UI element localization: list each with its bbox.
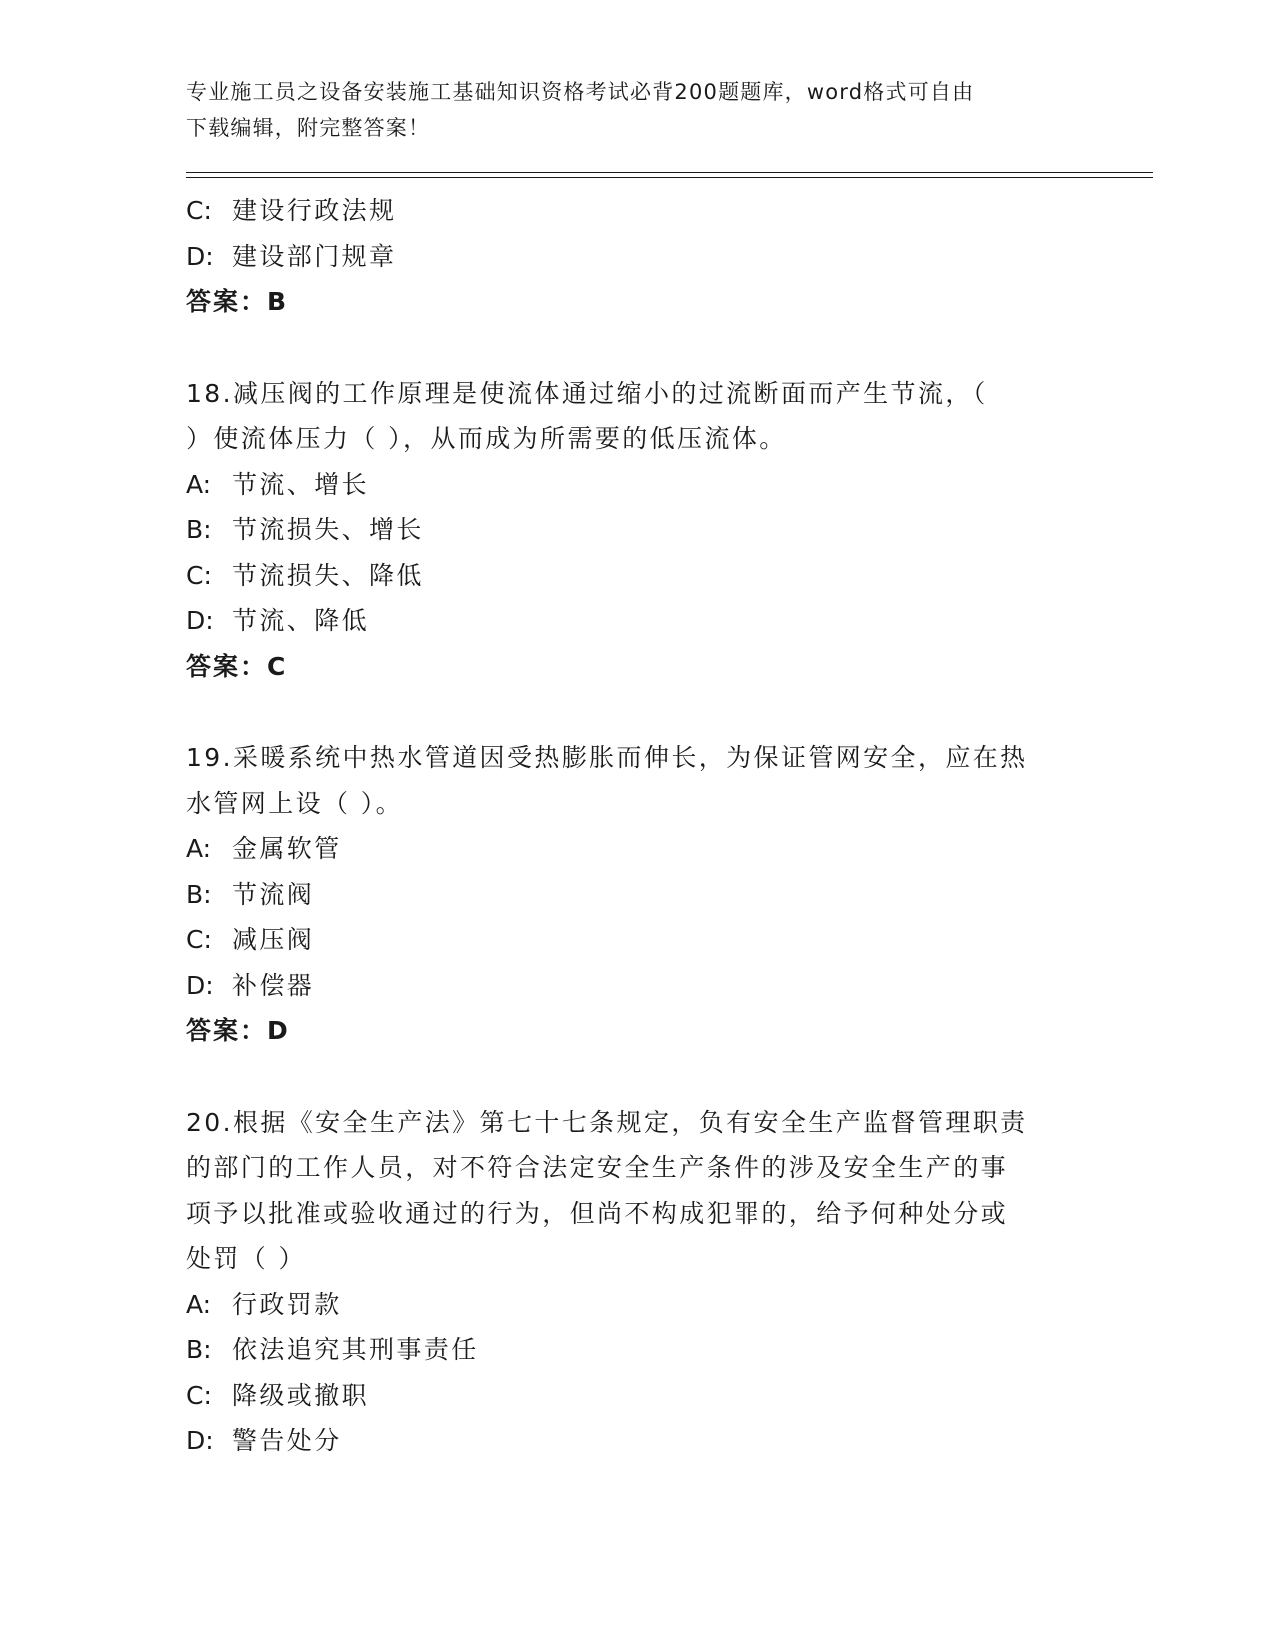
option-letter: B:	[186, 1335, 212, 1364]
option-c	[186, 917, 1086, 963]
option-text: 节流损失、降低	[232, 560, 424, 590]
option-text: 金属软管	[232, 834, 342, 863]
option-c	[186, 1373, 1086, 1419]
option-text: 依法追究其刑事责任	[232, 1335, 479, 1364]
header-divider-top	[186, 172, 1153, 173]
question-stem-line: 18.减压阀的工作原理是使流体通过缩小的过流断面而产生节流，（	[186, 378, 988, 408]
option-text: 节流损失、增长	[232, 515, 424, 544]
option-a	[186, 1282, 1086, 1328]
option-letter: C:	[186, 1380, 212, 1410]
question-stem-line: 处罚（ ）	[186, 1244, 306, 1273]
header-title-line-2: 下载编辑，附完整答案！	[186, 116, 431, 140]
option-text: 建设行政法规	[232, 196, 397, 225]
header-divider-bottom	[186, 177, 1153, 178]
option-letter: D:	[186, 606, 214, 635]
answer-line: 答案：C	[186, 651, 288, 681]
option-text: 减压阀	[232, 925, 315, 954]
option-text: 节流、增长	[232, 469, 370, 499]
option-text: 节流阀	[232, 879, 315, 909]
option-letter: C:	[186, 560, 212, 590]
option-text: 警告处分	[232, 1426, 342, 1455]
option-a	[186, 462, 1086, 508]
option-letter: D:	[186, 241, 214, 271]
option-a	[186, 826, 1086, 872]
spacer	[186, 1054, 1086, 1100]
option-b	[186, 1327, 1086, 1373]
option-text: 降级或撤职	[232, 1380, 370, 1410]
question-list	[186, 188, 1086, 1464]
option-letter: C:	[186, 196, 212, 225]
option-letter: D:	[186, 970, 214, 1000]
option-d	[186, 598, 1086, 644]
option-d	[186, 234, 1086, 280]
answer-line: 答案：D	[186, 1016, 290, 1045]
option-b	[186, 872, 1086, 918]
document-header	[186, 74, 1086, 146]
option-b	[186, 507, 1086, 553]
question-18	[186, 371, 1086, 690]
question-stem-line: 项予以批准或验收通过的行为，但尚不构成犯罪的，给予何种处分或	[186, 1198, 1009, 1228]
option-letter: A:	[186, 469, 212, 499]
question-stem-line: ）使流体压力（ ），从而成为所需要的低压流体。	[186, 424, 787, 453]
option-d	[186, 1418, 1086, 1464]
option-letter: D:	[186, 1426, 214, 1455]
question-stem-line: 水管网上设（ ）。	[186, 788, 404, 818]
option-c	[186, 553, 1086, 599]
previous-question-tail	[186, 188, 1086, 325]
option-letter: B:	[186, 515, 212, 544]
option-text: 节流、降低	[232, 606, 370, 635]
question-stem-line: 19.采暖系统中热水管道因受热膨胀而伸长，为保证管网安全，应在热	[186, 743, 1028, 772]
answer-line: 答案：B	[186, 287, 289, 316]
header-title-line-1: 专业施工员之设备安装施工基础知识资格考试必背200题题库，word格式可自由	[186, 80, 975, 104]
option-letter: C:	[186, 925, 212, 954]
question-stem-line: 20.根据《安全生产法》第七十七条规定，负有安全生产监督管理职责	[186, 1107, 1028, 1137]
option-text: 建设部门规章	[232, 241, 397, 271]
question-19	[186, 735, 1086, 1054]
option-letter: A:	[186, 834, 212, 863]
option-text: 行政罚款	[232, 1289, 342, 1319]
spacer	[186, 325, 1086, 371]
option-text: 补偿器	[232, 970, 315, 1000]
question-stem-line: 的部门的工作人员，对不符合法定安全生产条件的涉及安全生产的事	[186, 1153, 1009, 1182]
option-letter: B:	[186, 879, 212, 909]
option-d	[186, 963, 1086, 1009]
spacer	[186, 689, 1086, 735]
option-letter: A:	[186, 1289, 212, 1319]
question-20	[186, 1100, 1086, 1464]
option-c	[186, 188, 1086, 234]
